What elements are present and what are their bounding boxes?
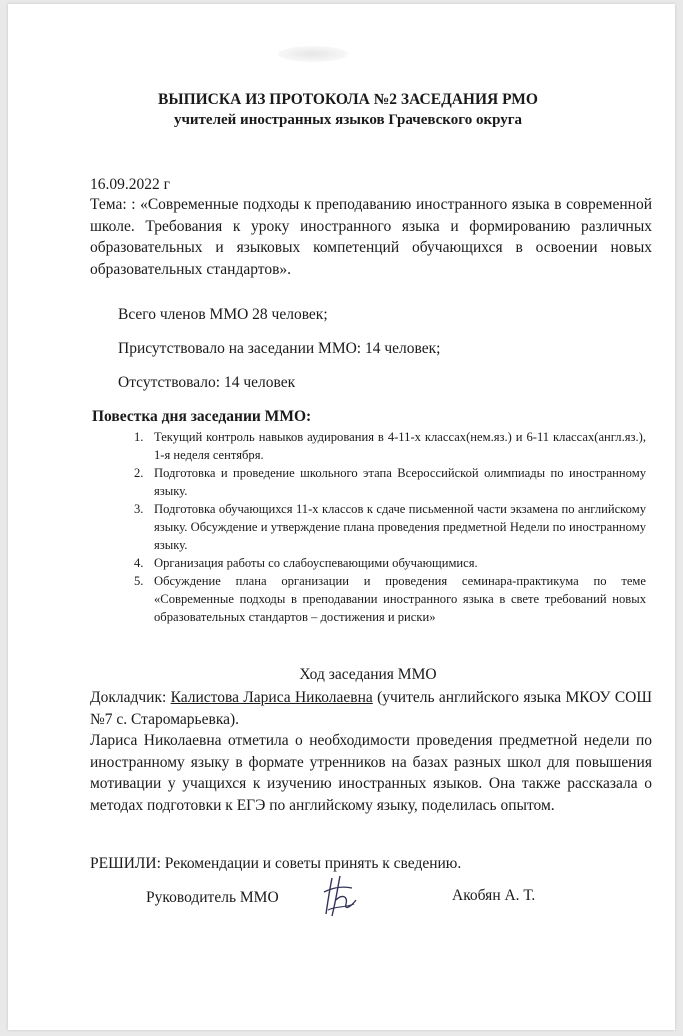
signature-image — [318, 870, 362, 920]
agenda-item — [128, 572, 646, 626]
agenda-item-text: Организация работы со слабоуспевающими обучающимися. — [154, 556, 478, 570]
agenda-item-text: Текущий контроль навыков аудирования в 4-11-х классах(нем.яз.) и 6-11 классах(англ.яз.), 1-я неделя сентября. — [154, 430, 646, 462]
agenda-item-number: 4. — [134, 556, 144, 570]
agenda-item-text: Подготовка и проведение школьного этапа Всероссийской олимпиады по иностранному языку. — [154, 466, 646, 498]
speaker-line — [90, 687, 652, 730]
agenda-item — [128, 500, 646, 554]
agenda-item-text: Обсуждение плана организации и проведения семинара-практикума по теме «Современные подходы в преподавании иностранного языка в свете требований новых образовательных стандартов – достижения и риски» — [154, 574, 646, 624]
agenda-item-number: 1. — [134, 430, 144, 444]
head-label: Руководитель ММО — [146, 889, 279, 906]
agenda-list — [128, 428, 646, 626]
speaker-info: (учитель английского языка МКОУ СОШ №7 с. Старомарьевка). — [90, 689, 652, 728]
proceedings-heading: Ход заседания ММО — [299, 666, 437, 683]
agenda-item — [128, 428, 646, 464]
decision: РЕШИЛИ: Рекомендации и советы принять к сведению. — [90, 855, 462, 872]
speaker-name: Калистова Лариса Николаевна — [170, 689, 373, 706]
members-absent: Отсутствовало: 14 человек — [118, 374, 296, 391]
meeting-date: 16.09.2022 г — [90, 176, 170, 193]
speaker-label: Докладчик: — [90, 689, 167, 706]
agenda-heading: Повестка дня заседании ММО: — [92, 408, 312, 425]
document-page — [8, 4, 675, 1030]
agenda-item-number: 3. — [134, 502, 144, 516]
members-present: Присутствовало на заседании ММО: 14 человек; — [118, 340, 441, 357]
document-title: ВЫПИСКА ИЗ ПРОТОКОЛА №2 ЗАСЕДАНИЯ РМО — [158, 91, 538, 108]
stamp-smudge — [278, 46, 348, 62]
meeting-topic: Тема: : «Современные подходы к преподаванию иностранного языка в современной школе. Требования к уроку иностранного языка и формированию различных образовательных и языковых компетенций обучающихся в освоении новых образовательных стандартов». — [90, 196, 652, 278]
head-name: Акобян А. Т. — [452, 887, 536, 904]
agenda-item-number: 2. — [134, 466, 144, 480]
members-total: Всего членов ММО 28 человек; — [118, 306, 328, 323]
agenda-item — [128, 554, 646, 572]
agenda-item-number: 5. — [134, 574, 144, 588]
speech-paragraph: Лариса Николаевна отметила о необходимости проведения предметной недели по иностранному языку в формате утренников на базах разных школ для повышения мотивации у учащихся к изучению иностранных языков. Она также рассказала о методах подготовки к ЕГЭ по английскому языку, поделилась опытом. — [90, 732, 652, 814]
agenda-item-text: Подготовка обучающихся 11-х классов к сдаче письменной части экзамена по английскому языку. Обсуждение и утверждение плана проведения предметной Недели по иностранному языку. — [154, 502, 646, 552]
document-subtitle: учителей иностранных языков Грачевского округа — [173, 112, 523, 128]
agenda-item — [128, 464, 646, 500]
